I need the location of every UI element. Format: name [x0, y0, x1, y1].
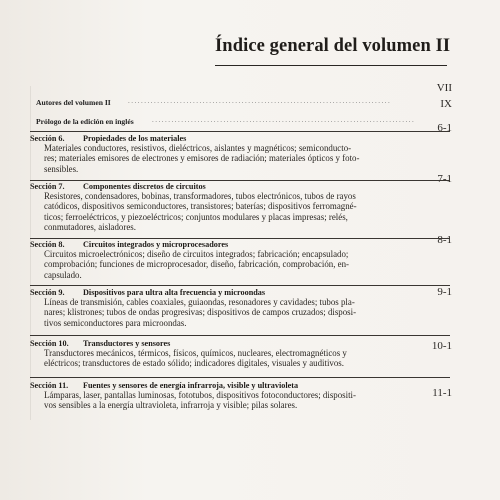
section-rule	[30, 377, 450, 378]
section-title: Circuitos integrados y microprocesadores	[83, 240, 229, 249]
description-line: res; materiales emisores de electrones y emisores de radiación; materiales ópticos y foto-	[44, 153, 360, 164]
section-heading	[30, 288, 425, 297]
description-line: vos sensibles a la energía ultravioleta, infrarroja y visible; pilas solares.	[44, 400, 298, 411]
section-number: Sección 11.	[30, 381, 69, 390]
description-line: nares; klistrones; tubos de ondas progresivas; dispositivos de campos cruzados; disposi-	[44, 307, 357, 318]
description-line: eléctricos; transductores de estado sólido; indicadores digitales, visuales y auditivos.	[44, 358, 344, 369]
section-title: Transductores y sensores	[83, 339, 171, 348]
description-line: Transductores mecánicos, térmicos, físicos, químicos, nucleares, electromagnéticos y	[44, 348, 347, 358]
description-line: ticos; ferroeléctricos, y piezoeléctricos; conjuntos modulares y placas impresas; relés,	[44, 211, 348, 222]
section-number: Sección 9.	[30, 288, 65, 297]
section-title: Componentes discretos de circuitos	[83, 182, 206, 191]
leader-dots: .................................................................................	[128, 97, 392, 105]
section-title: Propiedades de los materiales	[83, 134, 187, 143]
front-matter-page-authors: VII	[436, 82, 452, 94]
section-10	[30, 339, 425, 369]
section-description	[30, 348, 425, 369]
section-description	[30, 390, 425, 411]
section-title: Fuentes y sensores de energía infrarroja, visible y ultravioleta	[83, 381, 299, 390]
description-line: sensibles.	[44, 163, 79, 174]
section-11-page: 11-1	[432, 387, 452, 399]
title-rule	[215, 65, 447, 66]
section-rule	[30, 131, 450, 132]
description-line: Lámparas, laser, pantallas luminosas, fototubos, dispositivos fotoconductores; dispositi-	[44, 390, 356, 400]
description-line: tivos semiconductores para microondas.	[44, 317, 187, 328]
section-7	[30, 182, 425, 232]
front-matter-page-prologue: IX	[440, 98, 452, 110]
section-9	[30, 288, 425, 328]
section-8-page: 8-1	[437, 234, 452, 246]
section-description	[30, 249, 425, 280]
section-description	[30, 297, 425, 328]
section-6	[30, 134, 425, 174]
section-11	[30, 381, 425, 411]
section-rule	[30, 335, 450, 336]
section-rule	[30, 180, 450, 181]
description-line: catódicos, dispositivos semiconductores, transistores; baterías; dispositivos ferromagné-	[44, 201, 357, 212]
section-title: Dispositivos para ultra alta frecuencia y microondas	[83, 288, 266, 297]
section-heading	[30, 182, 425, 191]
leader-dots: .................................................................................	[152, 116, 416, 124]
section-heading	[30, 240, 425, 249]
description-line: Materiales conductores, resistivos, dieléctricos, aislantes y magnéticos; semiconducto-	[44, 143, 352, 153]
front-matter-authors: Autores del volumen II	[36, 98, 111, 107]
section-number: Sección 8.	[30, 240, 65, 249]
section-number: Sección 7.	[30, 182, 65, 191]
section-heading	[30, 381, 425, 390]
section-description	[30, 191, 425, 232]
section-number: Sección 6.	[30, 134, 65, 143]
description-line: Resistores, condensadores, bobinas, transformadores, tubos electrónicos, tubos de rayos	[44, 191, 356, 201]
description-line: comprobación; funciones de microprocesador, diseño, fabricación, comprobación, en-	[44, 259, 349, 270]
section-rule	[30, 238, 450, 239]
description-line: conmutadores, aisladores.	[44, 221, 136, 232]
description-line: Líneas de transmisión, cables coaxiales, guiaondas, resonadores y cavidades; tubos pla-	[44, 297, 355, 307]
page-title: Índice general del volumen II	[215, 36, 451, 56]
description-line: Circuitos microelectrónicos; diseño de circuitos integrados; fabricación; encapsulado;	[44, 249, 349, 259]
section-description	[30, 143, 425, 174]
front-matter-prologue: Prólogo de la edición en inglés	[36, 117, 134, 126]
section-8	[30, 240, 425, 280]
section-7-page: 7-1	[437, 173, 452, 185]
section-heading	[30, 339, 425, 348]
description-line: capsulado.	[44, 269, 82, 280]
section-10-page: 10-1	[431, 340, 452, 352]
section-6-page: 6-1	[437, 122, 452, 134]
section-number: Sección 10.	[30, 339, 69, 348]
section-heading	[30, 134, 425, 143]
section-9-page: 9-1	[437, 286, 452, 298]
section-rule	[30, 285, 450, 286]
